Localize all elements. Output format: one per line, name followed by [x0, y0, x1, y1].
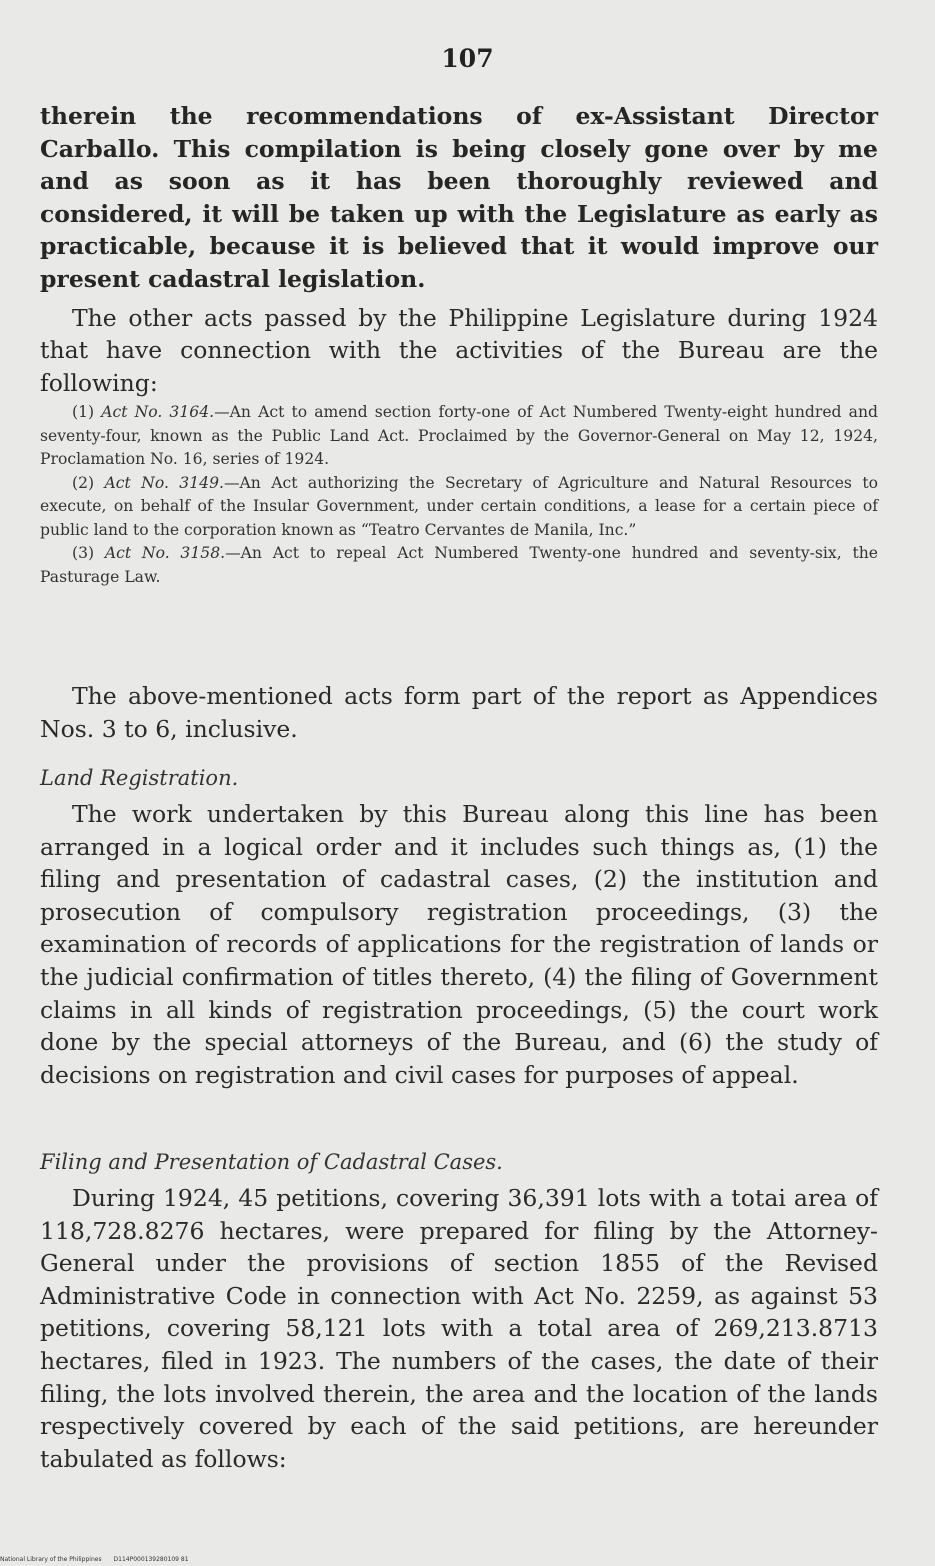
appendices-paragraph-block [40, 680, 878, 745]
paragraph-other-acts: The other acts passed by the Philippine Legislature during 1924 that have connection with the activities of the Bureau are the following: [40, 303, 878, 397]
section-heading-land-registration: Land Registration. [40, 766, 239, 790]
act-name: Act No. 3149. [104, 473, 224, 492]
act-number: (1) [72, 403, 95, 421]
section-land-registration [40, 764, 878, 1091]
paragraph-carballo-recommendations: therein the recommendations of ex-Assistant Director Carballo. This compilation is being closely gone over by me and as soon as it has been thoroughly reviewed and considered, it will be taken up with the Legislature as early as practicable, because it is believed that it would improve our present cadastral legislation. [40, 102, 878, 293]
act-number: (2) [72, 473, 95, 492]
paragraph-cadastral-cases: During 1924, 45 petitions, covering 36,391 lots with a totai area of 118,728.8276 hectares, were prepared for filing by the Attorney-General under the provisions of section 1855 of the Revised Administrative Code in connection with Act No. 2259, as against 53 petitions, covering 58,121 lots with a total area of 269,213.8713 hectares, filed in 1923. The numbers of the cases, the date of their filing, the lots involved therein, the area and the location of the lands respectively covered by each of the said petitions, are hereunder tabulated as follows: [40, 1184, 878, 1473]
section-cadastral-cases [40, 1148, 878, 1475]
act-item-3 [40, 542, 878, 589]
opening-paragraph-block [40, 100, 878, 399]
footer-library-name: National Library of the Philippines [0, 1556, 102, 1563]
footer-scan-code: D114P000139280109 81 [113, 1556, 189, 1563]
paragraph-appendices: The above-mentioned acts form part of the report as Appendices Nos. 3 to 6, inclusive. [40, 682, 878, 743]
act-text: —An Act to repeal Act Numbered Twenty-one hundred and seventy-six, the Pasturage Law. [40, 544, 878, 586]
act-item-2 [40, 472, 878, 543]
act-name: Act No. 3164. [101, 403, 215, 421]
act-item-1 [40, 401, 878, 472]
page-number: 107 [441, 44, 494, 73]
act-text: —An Act to amend section forty-one of Act Numbered Twenty-eight hundred and seventy-four, known as the Public Land Act. Proclaimed by the Governor-General on May 12, 1924, Proclamation No. 16, series of 1924. [40, 403, 878, 468]
act-name: Act No. 3158. [104, 544, 226, 562]
act-number: (3) [72, 544, 95, 562]
acts-list [40, 401, 878, 589]
scan-footer [0, 1556, 199, 1563]
section-heading-cadastral-cases: Filing and Presentation of Cadastral Cases. [40, 1150, 503, 1174]
paragraph-land-registration: The work undertaken by this Bureau along this line has been arranged in a logical order and it includes such things as, (1) the filing and presentation of cadastral cases, (2) the institution and prosecution of compulsory registration proceedings, (3) the examination of records of applications for the registration of lands or the judicial confirmation of titles thereto, (4) the filing of Government claims in all kinds of registration proceedings, (5) the court work done by the special attorneys of the Bureau, and (6) the study of decisions on registration and civil cases for purposes of appeal. [40, 800, 878, 1089]
act-text: —An Act authorizing the Secretary of Agriculture and Natural Resources to execute, on behalf of the Insular Government, under certain conditions, a lease for a certain piece of public land to the corporation known as “Teatro Cervantes de Manila, Inc.” [40, 473, 878, 539]
